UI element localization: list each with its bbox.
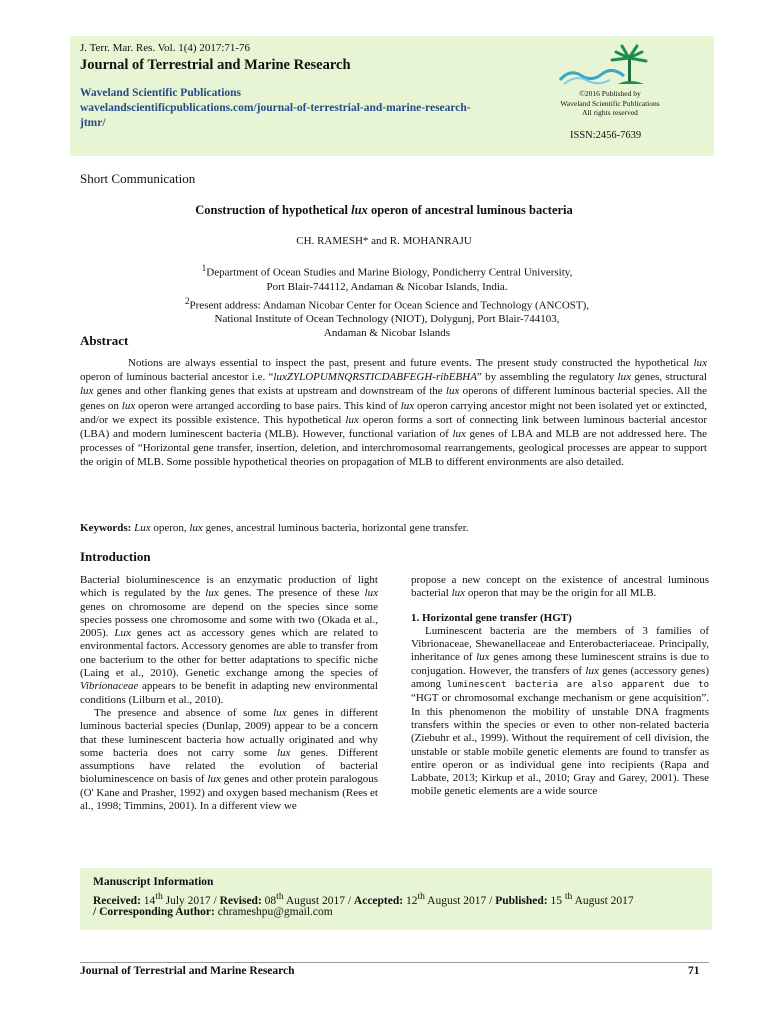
page-number: 71 [688,965,700,977]
manuscript-info-heading: Manuscript Information [93,876,214,888]
publisher-name: Waveland Scientific Publications [80,87,242,99]
affiliations: $^1$Department of Ocean Studies and Marine Biology, Pondicherry Central University, Port Blair-744112, Andaman & Nicobar Islands, India. $^2$Present address: Andaman Nicobar Center for Ocean Science and Technology (ANCOST), National Institute of Ocean Technology (NIOT), Dolygunj, Port Blair-744103, Andaman & Nicobar Islands [184,263,590,340]
footer-divider [80,962,709,963]
corresponding-author: / Corresponding Author: chrameshpu@gmail.com [93,906,333,918]
manuscript-dates: Received: 14th July 2017 / Revised: 08th August 2017 / Accepted: 12th August 2017 / Published: 15 $^{th}$ August 2017 [93,891,634,907]
journal-title: Journal of Terrestrial and Marine Research [80,57,351,73]
introduction-heading: Introduction [80,549,151,564]
article-type: Short Communication [80,171,196,186]
citation-line: J. Terr. Mar. Res. Vol. 1(4) 2017:71-76 [80,42,251,54]
hgt-heading: 1. Horizontal gene transfer (HGT) [411,611,572,624]
authors: CH. RAMESH* and R. MOHANRAJU [296,235,472,247]
issn: ISSN:2456-7639 [570,130,642,141]
article-title: Construction of hypothetical lux operon of ancestral luminous bacteria [195,203,573,217]
abstract-heading: Abstract [80,333,129,348]
publisher-notice: ©2016 Published by Waveland Scientific Publications All rights reserved [560,89,660,117]
waveland-logo-icon [552,44,652,90]
author-email-link[interactable]: chrameshpu@gmail.com [214,906,333,918]
right-column: propose a new concept on the existence of ancestral luminous bacterial lux operon that may be the origin for all MLB. 1. Horizontal gene transfer (HGT) Luminescent bacteria are the members of 3 families of Vibrionaceae, Shewanellaceae and Enterobacteriaceae. Principally, inheritance of lux genes among these luminescent strains is due to conjugation. However, the transfers of lux genes (accessory genes) among luminescent bacteria are also apparent due to “HGT or chromosomal exchange mechanism or gene acquisition”. In this phenomenon the mobility of unstable DNA fragments transfers within the species or even to other non-related bacteria (Ziebuhr et al., 1999). Without the requirement of cell division, the unstable or stable mobile genetic elements are found to transfer as entire operon or as individual gene into recipients (Rapa and Labbate, 2013; Kirkup et al., 2010; Gray and Garey, 2001). These mobile genetic elements are a wide source [411,574,710,798]
footer-journal-name: Journal of Terrestrial and Marine Research [80,965,295,977]
keywords: Keywords: Lux operon, lux genes, ancestral luminous bacteria, horizontal gene transfer. [80,522,469,534]
left-column: Bacterial bioluminescence is an enzymatic production of light which is regulated by the lux genes. The presence of these lux genes on chromosome are depend on the species since some species possess one chromosome and some with two (Okada et al., 2005). Lux genes act as accessory genes which are related to environmental factors. Accessory genomes are able to transfer from one bacterium to the other for better adaptations to specific niche (Laing et al., 2010). Genetic exchange among the species of Vibrionaceae appears to be benefit in adapting new environmental conditions (Lilburn et al., 2010). The presence and absence of some lux genes in different luminous bacterial species (Dunlap, 2009) appear to be a concern that these luminescent bacteria how actually originated and why some bacteria does not carry some lux genes. Different assumptions have related the evolution of bacterial bioluminescence on basis of lux genes and other protein paralogous (O' Kane and Prasher, 1992) and oxygen based mechanism (Rees et al., 1998; Timmins, 2001). In a different view we [80,574,378,813]
abstract-body: Notions are always essential to inspect the past, present and future events. The present study constructed the hypothetical lux operon of luminous bacterial ancestor i.e. “luxZYLOPUMNQRSTICDABFEGH-ribEBHA” by assembling the regulatory lux genes, structural lux genes and other flanking genes that exists at upstream and downstream of the lux operons of different luminous bacterial species. All the genes on lux operon were arranged according to base pairs. This kind of lux operon carrying ancestor might not been isolated yet or extincted, and/or we expect its possible existence. This hypothetical lux operon forms a sort of connecting link between luminous bacterial ancestor (LBA) and modern luminescent bacteria (MLB). However, functional variation of lux genes of LBA and MLB are not addressed here. The processes of “Horizontal gene transfer, insertion, deletion, and interchromosomal rearrangements, geological processes are appear to support the origin of MLB. Some possible hypothetical theories on propagation of MLB to different environments are also detailed. [80,357,708,469]
journal-url-link[interactable]: wavelandscientificpublications.com/journal-of-terrestrial-and-marine-research-jtmr/ [80,102,471,129]
